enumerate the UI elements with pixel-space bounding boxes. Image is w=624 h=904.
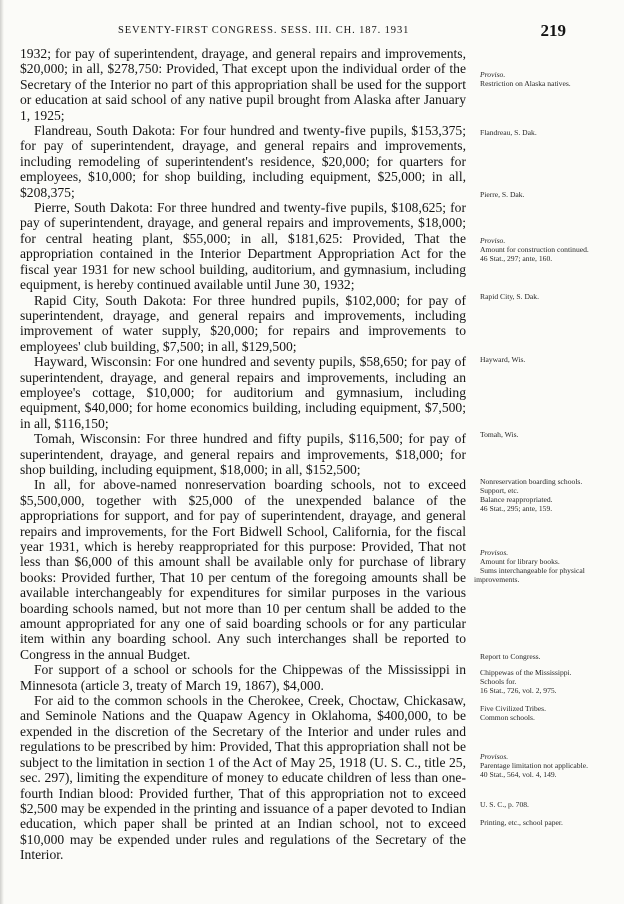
margin-line: U. S. C., p. 708. bbox=[480, 800, 529, 809]
margin-line: Proviso. bbox=[480, 236, 506, 245]
margin-line: 46 Stat., 297; ante, 160. bbox=[480, 254, 553, 263]
margin-note-hayward bbox=[474, 355, 606, 364]
margin-line: Restriction on Alaska natives. bbox=[480, 79, 571, 88]
margin-note-printing bbox=[474, 818, 606, 827]
margin-line: 16 Stat., 726, vol. 2, 975. bbox=[480, 686, 557, 695]
margin-line: Five Civilized Tribes. bbox=[480, 704, 547, 713]
paragraph-hayward: Hayward, Wisconsin: For one hundred and seventy pupils, $58,650; for pay of superintendent, drayage, and general repairs and improvements, including an employee's cottage, $10,000; for auditorium and gymnasium, including equipment, $40,000; for home economics building, including equipment, $7,500; in all, $116,150; bbox=[20, 354, 466, 431]
paragraph-tomah: Tomah, Wisconsin: For three hundred and fifty pupils, $116,500; for pay of superintendent, drayage, and general repairs and improvements, $18,000; for shop building, including equipment, $18,000; in all, $152,500; bbox=[20, 431, 466, 477]
margin-note-library-books bbox=[474, 548, 606, 584]
margin-note-five-tribes bbox=[474, 704, 606, 722]
paragraph-nonreservation-schools: In all, for above-named nonreservation boarding schools, not to exceed $5,500,000, together with $25,000 of the unexpended balance of the appropriations for support, and for pay of superintendent, drayage, and general repairs and improvements, for the Fort Bidwell School, California, for the fiscal year 1931, which is hereby reappropriated for this purpose: Provided, That not less than $6,000 of this amount shall be available only for purchase of library books: Provided further, That 10 per centum of the foregoing amounts shall be available interchangeably for expenditures for similar purposes in the various boarding schools named, but not more than 10 per centum shall be added to the amount appropriated for any one of said boarding schools or for any particular item within any boarding school. Any such interchanges shall be reported to Congress in the annual Budget. bbox=[20, 477, 466, 662]
margin-line: Support, etc. bbox=[480, 486, 519, 495]
margin-line: Provisos. bbox=[480, 548, 509, 557]
margin-note-usc bbox=[474, 800, 606, 809]
margin-line: Sums interchangeable for physical improvements. bbox=[474, 566, 585, 584]
margin-line: Tomah, Wis. bbox=[480, 430, 519, 439]
margin-note-construction bbox=[474, 236, 606, 263]
margin-line: Common schools. bbox=[480, 713, 535, 722]
margin-line: Chippewas of the Mississippi. bbox=[480, 668, 572, 677]
margin-note-pierre bbox=[474, 190, 606, 199]
paragraph-chippewas: For support of a school or schools for the Chippewas of the Mississippi in Minnesota (article 3, treaty of March 19, 1867), $4,000. bbox=[20, 662, 466, 693]
paragraph-five-civilized-tribes: For aid to the common schools in the Cherokee, Creek, Choctaw, Chickasaw, and Seminole Nations and the Quapaw Agency in Oklahoma, $400,000, to be expended in the discretion of the Secretary of the Interior and under rules and regulations to be prescribed by him: Provided, That this appropriation shall not be subject to the limitation in section 1 of the Act of May 25, 1918 (U. S. C., title 25, sec. 297), limiting the expenditure of money to educate children of less than one-fourth Indian blood: Provided further, That of this appropriation not to exceed $2,500 may be expended in the printing and issuance of a paper devoted to Indian education, which paper shall be printed at an Indian school, not to exceed $10,000 may be expended under rules and regulations of the Secretary of the Interior. bbox=[20, 693, 466, 863]
margin-line: 46 Stat., 295; ante, 159. bbox=[480, 504, 553, 513]
margin-note-nonreservation bbox=[474, 477, 606, 513]
page-header bbox=[0, 15, 624, 41]
margin-note-parentage bbox=[474, 752, 606, 779]
margin-line: Proviso. bbox=[480, 70, 506, 79]
paragraph-alaska-proviso: 1932; for pay of superintendent, drayage, and general repairs and improvements, $20,000; in all, $278,750: Provided, That except upon the individual order of the Secretary of the Interior no part of this appropriation shall be used for the support or education at said school of any native pupil brought from Alaska after January 1, 1925; bbox=[20, 46, 466, 123]
margin-line: Pierre, S. Dak. bbox=[480, 190, 525, 199]
margin-line: Provisos. bbox=[480, 752, 509, 761]
margin-line: Report to Congress. bbox=[480, 652, 541, 661]
margin-note-rapid-city bbox=[474, 292, 606, 301]
margin-line: Printing, etc., school paper. bbox=[480, 818, 563, 827]
paragraph-flandreau: Flandreau, South Dakota: For four hundred and twenty-five pupils, $153,375; for pay of superintendent, drayage, and general repairs and improvements, including remodeling of superintendent's residence, $20,000; for quarters for employees, $10,000; for shop building, including equipment, $25,000; in all, $208,375; bbox=[20, 123, 466, 200]
margin-line: Schools for. bbox=[480, 677, 517, 686]
paragraph-rapid-city: Rapid City, South Dakota: For three hundred pupils, $102,000; for pay of superintendent, drayage, and general repairs and improvements, including improvement of water supply, $20,000; for repairs and improvements to employees' club building, $7,500; in all, $129,500; bbox=[20, 292, 466, 354]
margin-note-flandreau bbox=[474, 128, 606, 137]
running-title: SEVENTY-FIRST CONGRESS. SESS. III. CH. 187. 1931 bbox=[118, 25, 410, 36]
margin-note-report bbox=[474, 652, 606, 661]
margin-line: Amount for construction continued. bbox=[480, 245, 589, 254]
margin-line: Hayward, Wis. bbox=[480, 355, 526, 364]
paragraph-pierre: Pierre, South Dakota: For three hundred and twenty-five pupils, $108,625; for pay of superintendent, drayage, and general repairs and improvements, $18,000; for central heating plant, $55,000; in all, $181,625: Provided, That the appropriation contained in the Interior Department Appropriation Act for the fiscal year 1931 for new school building, auditorium, and gymnasium, including equipment, is hereby continued available until June 30, 1932; bbox=[20, 200, 466, 293]
margin-line: 40 Stat., 564, vol. 4, 149. bbox=[480, 770, 557, 779]
margin-line: Amount for library books. bbox=[480, 557, 560, 566]
margin-line: Parentage limitation not applicable. bbox=[480, 761, 588, 770]
margin-line: Nonreservation boarding schools. bbox=[480, 477, 583, 486]
margin-note-alaska bbox=[474, 70, 606, 88]
margin-line: Rapid City, S. Dak. bbox=[480, 292, 539, 301]
margin-line: Flandreau, S. Dak. bbox=[480, 128, 537, 137]
page-number: 219 bbox=[540, 21, 566, 40]
statute-body-text bbox=[20, 46, 466, 863]
page-binding-shadow bbox=[0, 0, 4, 904]
margin-note-tomah bbox=[474, 430, 606, 439]
margin-note-chippewas bbox=[474, 668, 606, 695]
margin-line: Balance reappropriated. bbox=[480, 495, 553, 504]
